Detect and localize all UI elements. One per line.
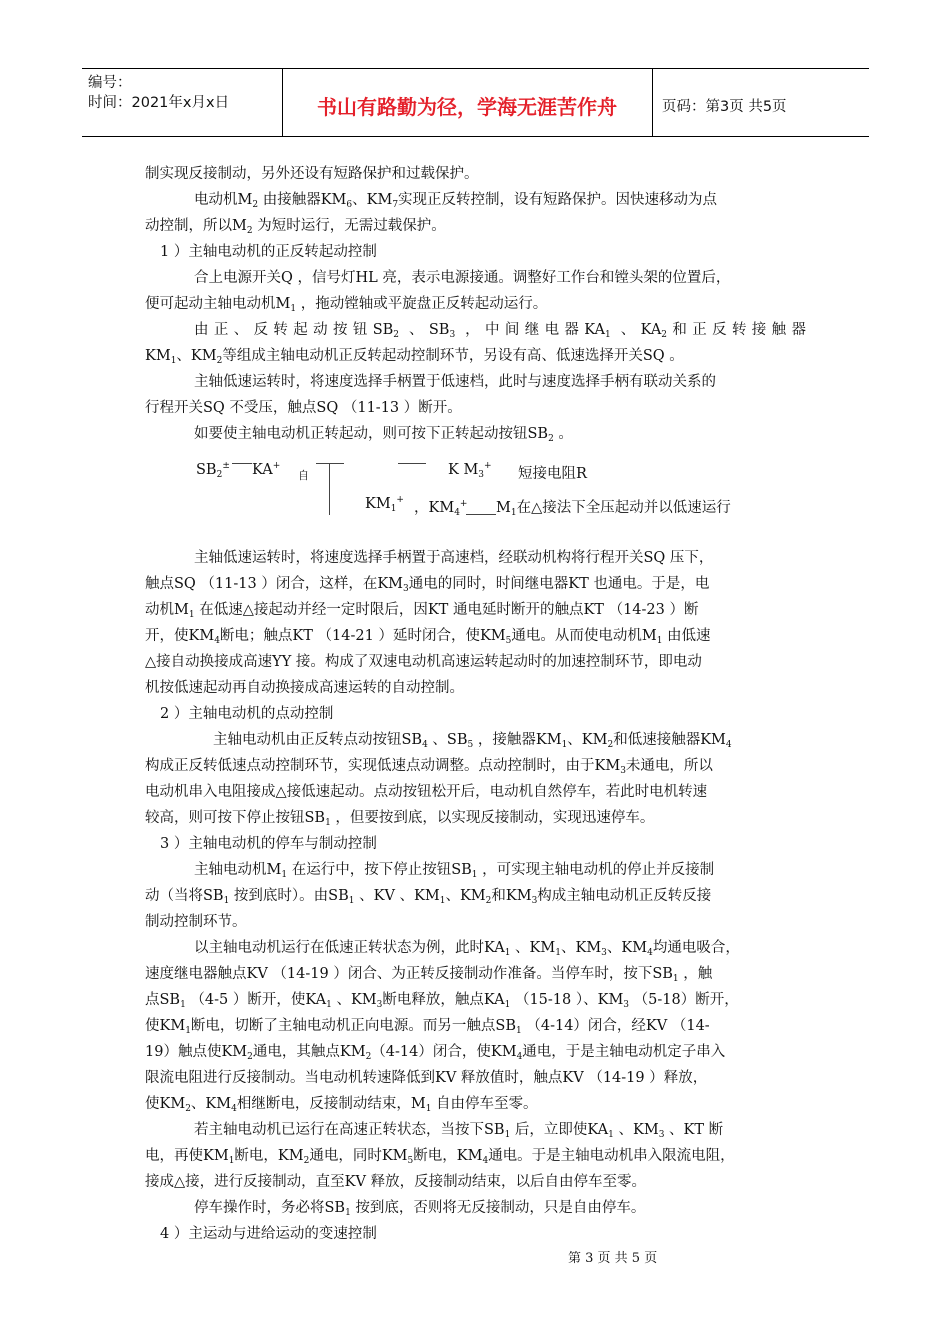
paragraph-line: 电动机串入电阻接成△接低速起动。点动按钮松开后，电动机自然停车，若此时电机转速: [145, 784, 708, 800]
header-divider: [652, 69, 653, 136]
paragraph-line: 主轴低速运转时，将速度选择手柄置于低速档，此时与速度选择手柄有联动关系的: [194, 374, 716, 390]
paragraph-line: 使$KM_2$、$KM_4$相继断电，反接制动结束，$M_1$ 自由停车至零。: [145, 1096, 538, 1114]
diagram-node-ka: KA+: [252, 461, 281, 478]
paragraph-line: 合上电源开关Q ，信号灯HL 亮，表示电源接通。调整好工作台和镗头架的位置后，: [194, 270, 731, 286]
header-page-info: 页码：第3页 共5页: [662, 99, 787, 115]
diagram-node-sb2: $SB_2^\pm$: [196, 461, 230, 480]
paragraph-line: 行程开关SQ 不受压，触点SQ （11-13 ）断开。: [145, 400, 462, 416]
diagram-arrow: [398, 463, 426, 464]
page-footer: 第 3 页 共 5 页: [568, 1251, 658, 1266]
paragraph-line: 点$SB_1$ （4-5 ）断开，使$KA_1$ 、$KM_3$断电释放，触点$KA_1$ （15-18 ）、$KM_3$ （5-18）断开，: [145, 992, 739, 1010]
section-heading: 4 ）主运动与进给运动的变速控制: [160, 1226, 377, 1242]
paragraph-line: $KM_1$、$KM_2$等组成主轴电动机正反转起动控制环节，另设有高、低速选择开关SQ 。: [145, 348, 684, 366]
section-heading: 1 ）主轴电动机的正反转起动控制: [160, 244, 377, 260]
paragraph-line: 主轴电动机由正反转点动按钮$SB_4$ 、$SB_5$ ，接触器$KM_1$、$KM_2$和低速接触器$KM_4$: [213, 732, 732, 750]
paragraph-line: 接成△接，进行反接制动，直至KV 释放，反接制动结束，以后自由停车至零。: [145, 1174, 647, 1190]
diagram-branch-line: [329, 463, 330, 515]
diagram-arrow: [466, 514, 496, 515]
paragraph-line: 主轴电动机$M_1$ 在运行中，按下停止按钮$SB_1$ ，可实现主轴电动机的停止并反接制: [194, 862, 715, 880]
paragraph-line: 电，再使$KM_1$断电，$KM_2$通电，同时$KM_5$断电，$KM_4$通电。于是主轴电动机串入限流电阻，: [145, 1148, 735, 1166]
doc-date-label: 时间：2021年x月x日: [88, 95, 230, 111]
diagram-node-km1: $KM_1^+$: [365, 495, 404, 514]
paragraph-line: 开，使$KM_4$断电；触点KT （14-21 ）延时闭合，使$KM_5$通电。从而使电动机$M_1$ 由低速: [145, 628, 711, 646]
paragraph-line: 由正、反转起动按钮$SB_2$ 、$SB_3$ ，中间继电器$KA_1$ 、$KA_2$和正反转接触器: [194, 322, 807, 340]
paragraph-line: 触点SQ （11-13 ）闭合，这样，在$KM_3$通电的同时，时间继电器KT 也通电。于是，电: [145, 576, 710, 594]
diagram-arrow: [232, 463, 252, 464]
paragraph-line: 便可起动主轴电动机$M_1$ ，拖动镗轴或平旋盘正反转起动运行。: [145, 296, 548, 314]
diagram-note-short-resistor: 短接电阻R: [518, 466, 587, 482]
paragraph-line: 如要使主轴电动机正转起动，则可按下正转起动按钮$SB_2$ 。: [194, 426, 573, 444]
paragraph-line: 使$KM_1$断电，切断了主轴电动机正向电源。而另一触点$SB_1$ （4-14）闭合，经KV （14-: [145, 1018, 710, 1036]
diagram-self-lock: 自: [298, 469, 309, 482]
section-heading: 3 ）主轴电动机的停车与制动控制: [160, 836, 377, 852]
paragraph-line: 速度继电器触点KV （14-19 ）闭合、为正转反接制动作准备。当停车时，按下$SB_1$ ，触: [145, 966, 713, 984]
paragraph-line: 主轴低速运转时，将速度选择手柄置于高速档，经联动机构将行程开关SQ 压下，: [194, 550, 714, 566]
header-motto: 书山有路勤为径，学海无涯苦作舟: [317, 95, 617, 119]
diagram-branch-line: [316, 463, 344, 464]
diagram-result: $M_1$在△接法下全压起动并以低速运行: [496, 500, 731, 518]
paragraph-line: 制动控制环节。: [145, 914, 247, 930]
paragraph-line: 停车操作时，务必将$SB_1$ 按到底，否则将无反接制动，只是自由停车。: [194, 1200, 646, 1218]
paragraph-line: 限流电阻进行反接制动。当电动机转速降低到KV 释放值时，触点KV （14-19 ）释放，: [145, 1070, 708, 1086]
header-table: [82, 68, 869, 137]
paragraph-line: 动（当将$SB_1$ 按到底时）。由$SB_1$ 、KV 、$KM_1$、$KM_2$和$KM_3$构成主轴电动机正反转反接: [145, 888, 712, 906]
paragraph-line: 动控制，所以$M_2$ 为短时运行，无需过载保护。: [145, 218, 446, 236]
paragraph-line: 若主轴电动机已运行在高速正转状态，当按下$SB_1$ 后，立即使$KA_1$ 、$KM_3$ 、KT 断: [194, 1122, 724, 1140]
paragraph-line: 以主轴电动机运行在低速正转状态为例，此时$KA_1$ 、$KM_1$、$KM_3$、$KM_4$均通电吸合，: [194, 940, 740, 958]
doc-number-label: 编号：: [88, 75, 132, 91]
section-heading: 2 ）主轴电动机的点动控制: [160, 706, 334, 722]
paragraph-line: △接自动换接成高速YY 接。构成了双速电动机高速运转起动时的加速控制环节，即电动: [145, 654, 702, 670]
paragraph-line: 机按低速起动再自动换接成高速运转的自动控制。: [145, 680, 464, 696]
paragraph-line: 较高，则可按下停止按钮$SB_1$ ，但要按到底，以实现反接制动，实现迅速停车。: [145, 810, 655, 828]
header-meta: [88, 73, 229, 113]
paragraph-line: 动机$M_1$ 在低速△接起动并经一定时限后，因KT 通电延时断开的触点KT （14-23 ）断: [145, 602, 699, 620]
paragraph-line: 构成正反转低速点动控制环节，实现低速点动调整。点动控制时，由于$KM_3$未通电，所以: [145, 758, 713, 776]
paragraph-line: 制实现反接制动，另外还设有短路保护和过载保护。: [145, 166, 479, 182]
paragraph-line: 19）触点使$KM_2$通电，其触点$KM_2(4-14)$闭合，使$KM_4$通电，于是主轴电动机定子串入: [145, 1044, 726, 1062]
diagram-node-km4: ，$KM_4^+$: [414, 499, 468, 518]
diagram-node-km3: K $M_3^+$: [448, 461, 492, 480]
paragraph-line: 电动机$M_2$ 由接触器$KM_6$、$KM_7$实现正反转控制，设有短路保护。因快速移动为点: [194, 192, 718, 210]
